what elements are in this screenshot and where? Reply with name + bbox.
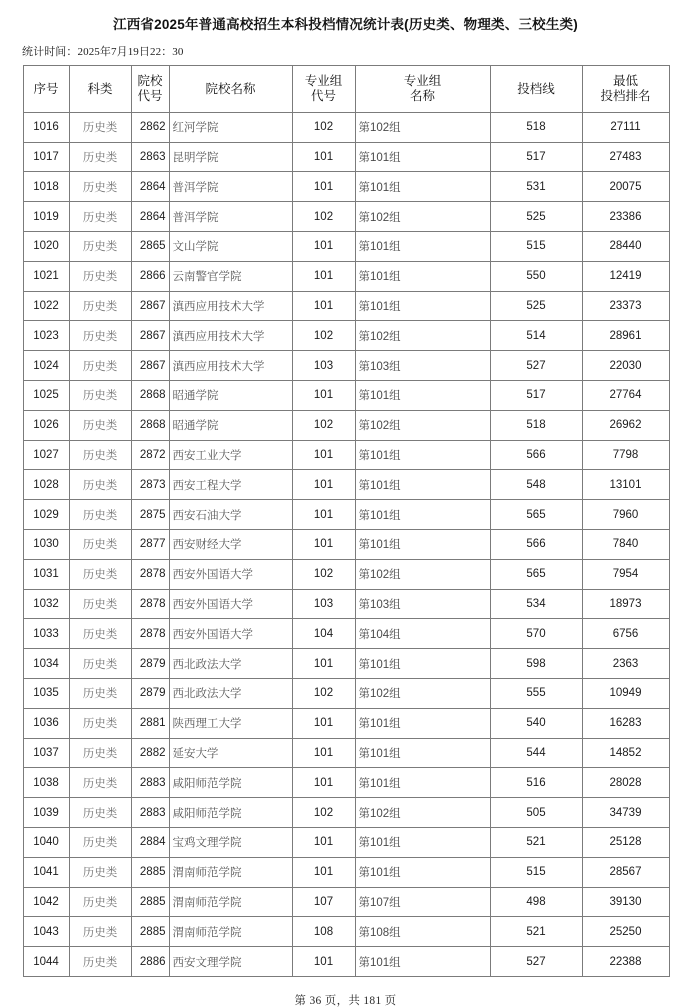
row-school-code: 2878 (131, 619, 169, 649)
row-school-name: 西安工程大学 (169, 470, 292, 500)
row-group-code: 103 (292, 589, 355, 619)
row-group-name: 第104组 (355, 619, 490, 649)
row-lowest-rank: 28028 (582, 768, 669, 798)
row-category: 历史类 (69, 530, 131, 560)
row-lowest-rank: 23386 (582, 202, 669, 232)
row-lowest-rank: 27483 (582, 142, 669, 172)
row-school-code: 2866 (131, 261, 169, 291)
row-category: 历史类 (69, 708, 131, 738)
table-row (23, 500, 669, 530)
column-header-category (69, 65, 131, 112)
row-lowest-rank: 20075 (582, 172, 669, 202)
table-row (23, 142, 669, 172)
row-school-name: 普洱学院 (169, 202, 292, 232)
column-header-cutoff-score (490, 65, 582, 112)
row-category: 历史类 (69, 500, 131, 530)
row-group-code: 108 (292, 917, 355, 947)
row-cutoff-score: 566 (490, 530, 582, 560)
row-category: 历史类 (69, 917, 131, 947)
row-group-code: 101 (292, 857, 355, 887)
row-group-code: 102 (292, 410, 355, 440)
row-sequence: 1044 (23, 947, 69, 977)
row-group-name: 第107组 (355, 887, 490, 917)
column-header-group-code (292, 65, 355, 112)
row-category: 历史类 (69, 142, 131, 172)
row-category: 历史类 (69, 768, 131, 798)
row-group-name: 第101组 (355, 768, 490, 798)
row-group-name: 第108组 (355, 917, 490, 947)
row-category: 历史类 (69, 679, 131, 709)
row-group-name: 第102组 (355, 321, 490, 351)
row-lowest-rank: 23373 (582, 291, 669, 321)
row-category: 历史类 (69, 798, 131, 828)
row-cutoff-score: 548 (490, 470, 582, 500)
row-group-name: 第102组 (355, 202, 490, 232)
row-school-name: 西安外国语大学 (169, 559, 292, 589)
row-lowest-rank: 34739 (582, 798, 669, 828)
row-cutoff-score: 518 (490, 112, 582, 142)
column-header-group-name (355, 65, 490, 112)
page-title: 江西省2025年普通高校招生本科投档情况统计表(历史类、物理类、三校生类) (113, 17, 578, 32)
row-group-code: 101 (292, 470, 355, 500)
row-school-code: 2865 (131, 232, 169, 262)
row-sequence: 1016 (23, 112, 69, 142)
row-school-name: 渭南师范学院 (169, 887, 292, 917)
table-row (23, 798, 669, 828)
row-category: 历史类 (69, 381, 131, 411)
row-category: 历史类 (69, 202, 131, 232)
row-school-name: 西安外国语大学 (169, 589, 292, 619)
table-row (23, 619, 669, 649)
row-sequence: 1030 (23, 530, 69, 560)
row-school-code: 2875 (131, 500, 169, 530)
page-footer: 第 36 页，共 181 页 (294, 994, 397, 1007)
row-school-code: 2882 (131, 738, 169, 768)
row-category: 历史类 (69, 947, 131, 977)
row-cutoff-score: 516 (490, 768, 582, 798)
row-cutoff-score: 550 (490, 261, 582, 291)
row-cutoff-score: 515 (490, 857, 582, 887)
row-sequence: 1037 (23, 738, 69, 768)
row-school-code: 2867 (131, 351, 169, 381)
row-group-name: 第101组 (355, 530, 490, 560)
row-group-name: 第101组 (355, 708, 490, 738)
row-group-code: 101 (292, 828, 355, 858)
row-category: 历史类 (69, 738, 131, 768)
row-group-code: 101 (292, 261, 355, 291)
table-row (23, 708, 669, 738)
row-school-name: 西北政法大学 (169, 679, 292, 709)
row-group-name: 第102组 (355, 798, 490, 828)
row-school-name: 昭通学院 (169, 410, 292, 440)
row-sequence: 1043 (23, 917, 69, 947)
table-row (23, 261, 669, 291)
row-category: 历史类 (69, 619, 131, 649)
row-cutoff-score: 525 (490, 202, 582, 232)
row-lowest-rank: 25250 (582, 917, 669, 947)
row-sequence: 1032 (23, 589, 69, 619)
row-cutoff-score: 521 (490, 828, 582, 858)
row-sequence: 1022 (23, 291, 69, 321)
row-group-code: 101 (292, 381, 355, 411)
row-category: 历史类 (69, 410, 131, 440)
row-group-code: 101 (292, 708, 355, 738)
table-row (23, 857, 669, 887)
table-header-row (23, 65, 669, 112)
row-cutoff-score: 527 (490, 351, 582, 381)
row-school-name: 云南警官学院 (169, 261, 292, 291)
row-cutoff-score: 540 (490, 708, 582, 738)
row-category: 历史类 (69, 232, 131, 262)
row-sequence: 1031 (23, 559, 69, 589)
row-category: 历史类 (69, 470, 131, 500)
row-school-name: 滇西应用技术大学 (169, 321, 292, 351)
row-category: 历史类 (69, 291, 131, 321)
row-lowest-rank: 18973 (582, 589, 669, 619)
column-header-school-code-line1: 院校 (137, 74, 163, 89)
row-lowest-rank: 22030 (582, 351, 669, 381)
row-cutoff-score: 521 (490, 917, 582, 947)
row-sequence: 1018 (23, 172, 69, 202)
table-row (23, 768, 669, 798)
row-lowest-rank: 39130 (582, 887, 669, 917)
row-cutoff-score: 518 (490, 410, 582, 440)
row-school-name: 西安外国语大学 (169, 619, 292, 649)
row-school-code: 2864 (131, 172, 169, 202)
admission-score-table (23, 65, 670, 977)
row-group-code: 101 (292, 768, 355, 798)
table-body (23, 112, 669, 976)
row-category: 历史类 (69, 589, 131, 619)
row-group-name: 第101组 (355, 291, 490, 321)
column-header-school-name-text: 院校名称 (205, 81, 256, 96)
row-school-code: 2862 (131, 112, 169, 142)
row-lowest-rank: 25128 (582, 828, 669, 858)
row-school-code: 2879 (131, 679, 169, 709)
row-school-code: 2868 (131, 381, 169, 411)
row-group-code: 107 (292, 887, 355, 917)
row-lowest-rank: 28567 (582, 857, 669, 887)
row-group-name: 第101组 (355, 857, 490, 887)
row-school-code: 2868 (131, 410, 169, 440)
row-sequence: 1033 (23, 619, 69, 649)
column-header-lowest-rank (582, 65, 669, 112)
row-group-name: 第102组 (355, 559, 490, 589)
table-row (23, 112, 669, 142)
row-group-name: 第101组 (355, 649, 490, 679)
column-header-school-code (131, 65, 169, 112)
row-cutoff-score: 598 (490, 649, 582, 679)
table-row (23, 917, 669, 947)
row-category: 历史类 (69, 261, 131, 291)
row-school-code: 2872 (131, 440, 169, 470)
row-lowest-rank: 2363 (582, 649, 669, 679)
row-school-name: 昭通学院 (169, 381, 292, 411)
statistics-time-label: 统计时间：2025年7月19日22：30 (22, 45, 184, 58)
row-school-name: 咸阳师范学院 (169, 768, 292, 798)
row-school-code: 2883 (131, 768, 169, 798)
table-row (23, 530, 669, 560)
row-lowest-rank: 22388 (582, 947, 669, 977)
row-category: 历史类 (69, 559, 131, 589)
row-sequence: 1024 (23, 351, 69, 381)
row-group-code: 101 (292, 738, 355, 768)
row-group-name: 第101组 (355, 947, 490, 977)
table-row (23, 440, 669, 470)
table-row (23, 351, 669, 381)
row-lowest-rank: 27111 (582, 112, 669, 142)
column-header-category-text: 科类 (87, 81, 113, 96)
row-sequence: 1027 (23, 440, 69, 470)
row-sequence: 1042 (23, 887, 69, 917)
row-school-code: 2867 (131, 321, 169, 351)
row-group-code: 101 (292, 947, 355, 977)
row-school-name: 西安石油大学 (169, 500, 292, 530)
row-sequence: 1025 (23, 381, 69, 411)
row-cutoff-score: 515 (490, 232, 582, 262)
row-school-name: 西安工业大学 (169, 440, 292, 470)
row-cutoff-score: 514 (490, 321, 582, 351)
row-cutoff-score: 525 (490, 291, 582, 321)
table-row (23, 679, 669, 709)
column-header-lowest-rank-line1: 最低 (612, 74, 638, 89)
row-cutoff-score: 565 (490, 559, 582, 589)
row-group-code: 104 (292, 619, 355, 649)
row-group-name: 第103组 (355, 351, 490, 381)
row-cutoff-score: 517 (490, 142, 582, 172)
column-header-group-code-line1: 专业组 (304, 74, 343, 89)
row-group-code: 102 (292, 559, 355, 589)
row-group-code: 101 (292, 440, 355, 470)
row-school-code: 2881 (131, 708, 169, 738)
row-category: 历史类 (69, 172, 131, 202)
row-school-code: 2877 (131, 530, 169, 560)
row-school-name: 普洱学院 (169, 172, 292, 202)
table-row (23, 828, 669, 858)
row-group-code: 102 (292, 321, 355, 351)
row-cutoff-score: 517 (490, 381, 582, 411)
row-sequence: 1023 (23, 321, 69, 351)
row-group-name: 第101组 (355, 828, 490, 858)
row-sequence: 1019 (23, 202, 69, 232)
row-lowest-rank: 7840 (582, 530, 669, 560)
row-group-name: 第102组 (355, 410, 490, 440)
row-group-name: 第101组 (355, 470, 490, 500)
row-sequence: 1020 (23, 232, 69, 262)
row-school-code: 2886 (131, 947, 169, 977)
row-sequence: 1036 (23, 708, 69, 738)
row-cutoff-score: 527 (490, 947, 582, 977)
row-cutoff-score: 555 (490, 679, 582, 709)
row-lowest-rank: 6756 (582, 619, 669, 649)
row-lowest-rank: 10949 (582, 679, 669, 709)
row-group-name: 第101组 (355, 381, 490, 411)
row-group-code: 102 (292, 798, 355, 828)
row-school-code: 2883 (131, 798, 169, 828)
table-row (23, 947, 669, 977)
row-lowest-rank: 27764 (582, 381, 669, 411)
row-lowest-rank: 13101 (582, 470, 669, 500)
row-school-name: 滇西应用技术大学 (169, 291, 292, 321)
table-row (23, 887, 669, 917)
row-group-name: 第101组 (355, 232, 490, 262)
row-cutoff-score: 505 (490, 798, 582, 828)
row-cutoff-score: 531 (490, 172, 582, 202)
row-category: 历史类 (69, 112, 131, 142)
row-cutoff-score: 565 (490, 500, 582, 530)
row-school-name: 西北政法大学 (169, 649, 292, 679)
row-school-code: 2885 (131, 887, 169, 917)
row-school-code: 2864 (131, 202, 169, 232)
row-group-code: 101 (292, 649, 355, 679)
row-sequence: 1017 (23, 142, 69, 172)
table-row (23, 232, 669, 262)
table-row (23, 649, 669, 679)
row-category: 历史类 (69, 440, 131, 470)
row-sequence: 1041 (23, 857, 69, 887)
row-sequence: 1038 (23, 768, 69, 798)
row-sequence: 1026 (23, 410, 69, 440)
column-header-sequence-text: 序号 (33, 81, 59, 96)
table-row (23, 172, 669, 202)
row-school-name: 咸阳师范学院 (169, 798, 292, 828)
table-row (23, 321, 669, 351)
row-school-code: 2867 (131, 291, 169, 321)
table-row (23, 589, 669, 619)
row-group-code: 103 (292, 351, 355, 381)
row-group-code: 102 (292, 202, 355, 232)
row-lowest-rank: 7960 (582, 500, 669, 530)
row-school-name: 陕西理工大学 (169, 708, 292, 738)
table-row (23, 410, 669, 440)
table-row (23, 291, 669, 321)
row-school-name: 西安财经大学 (169, 530, 292, 560)
column-header-school-name (169, 65, 292, 112)
column-header-lowest-rank-line2: 投档排名 (600, 88, 651, 103)
row-school-name: 红河学院 (169, 112, 292, 142)
column-header-cutoff-score-text: 投档线 (517, 81, 555, 96)
row-lowest-rank: 12419 (582, 261, 669, 291)
row-lowest-rank: 28961 (582, 321, 669, 351)
row-school-code: 2873 (131, 470, 169, 500)
table-row (23, 738, 669, 768)
row-sequence: 1029 (23, 500, 69, 530)
row-school-name: 渭南师范学院 (169, 917, 292, 947)
row-lowest-rank: 7954 (582, 559, 669, 589)
row-lowest-rank: 26962 (582, 410, 669, 440)
row-category: 历史类 (69, 351, 131, 381)
row-group-name: 第102组 (355, 112, 490, 142)
row-school-name: 延安大学 (169, 738, 292, 768)
row-group-name: 第101组 (355, 500, 490, 530)
row-group-name: 第101组 (355, 172, 490, 202)
row-category: 历史类 (69, 887, 131, 917)
table-row (23, 202, 669, 232)
row-school-name: 渭南师范学院 (169, 857, 292, 887)
row-sequence: 1034 (23, 649, 69, 679)
row-group-name: 第102组 (355, 679, 490, 709)
row-lowest-rank: 7798 (582, 440, 669, 470)
row-school-code: 2878 (131, 589, 169, 619)
row-cutoff-score: 544 (490, 738, 582, 768)
row-sequence: 1040 (23, 828, 69, 858)
row-group-code: 101 (292, 232, 355, 262)
table-row (23, 470, 669, 500)
row-category: 历史类 (69, 828, 131, 858)
table-row (23, 381, 669, 411)
column-header-group-code-line2: 代号 (310, 88, 336, 103)
row-group-name: 第101组 (355, 738, 490, 768)
row-school-name: 滇西应用技术大学 (169, 351, 292, 381)
row-lowest-rank: 16283 (582, 708, 669, 738)
column-header-group-name-line1: 专业组 (403, 74, 442, 89)
row-category: 历史类 (69, 857, 131, 887)
row-group-code: 102 (292, 679, 355, 709)
row-sequence: 1039 (23, 798, 69, 828)
row-school-code: 2885 (131, 857, 169, 887)
row-cutoff-score: 534 (490, 589, 582, 619)
column-header-school-code-line2: 代号 (137, 88, 163, 103)
table-header (23, 65, 669, 112)
row-group-code: 101 (292, 142, 355, 172)
row-group-name: 第101组 (355, 142, 490, 172)
column-header-sequence (23, 65, 69, 112)
row-school-name: 文山学院 (169, 232, 292, 262)
row-group-code: 102 (292, 112, 355, 142)
row-cutoff-score: 566 (490, 440, 582, 470)
row-school-name: 宝鸡文理学院 (169, 828, 292, 858)
row-school-code: 2878 (131, 559, 169, 589)
row-group-code: 101 (292, 530, 355, 560)
row-sequence: 1028 (23, 470, 69, 500)
row-group-code: 101 (292, 500, 355, 530)
row-group-name: 第103组 (355, 589, 490, 619)
row-group-name: 第101组 (355, 261, 490, 291)
row-cutoff-score: 498 (490, 887, 582, 917)
row-school-code: 2863 (131, 142, 169, 172)
row-school-name: 昆明学院 (169, 142, 292, 172)
row-group-code: 101 (292, 291, 355, 321)
column-header-group-name-line2: 名称 (409, 88, 435, 103)
table-row (23, 559, 669, 589)
row-group-code: 101 (292, 172, 355, 202)
report-table-container (23, 65, 669, 977)
row-group-name: 第101组 (355, 440, 490, 470)
row-school-code: 2885 (131, 917, 169, 947)
row-sequence: 1035 (23, 679, 69, 709)
row-category: 历史类 (69, 649, 131, 679)
row-cutoff-score: 570 (490, 619, 582, 649)
row-category: 历史类 (69, 321, 131, 351)
row-lowest-rank: 28440 (582, 232, 669, 262)
row-school-code: 2879 (131, 649, 169, 679)
row-school-code: 2884 (131, 828, 169, 858)
row-sequence: 1021 (23, 261, 69, 291)
row-lowest-rank: 14852 (582, 738, 669, 768)
row-school-name: 西安文理学院 (169, 947, 292, 977)
